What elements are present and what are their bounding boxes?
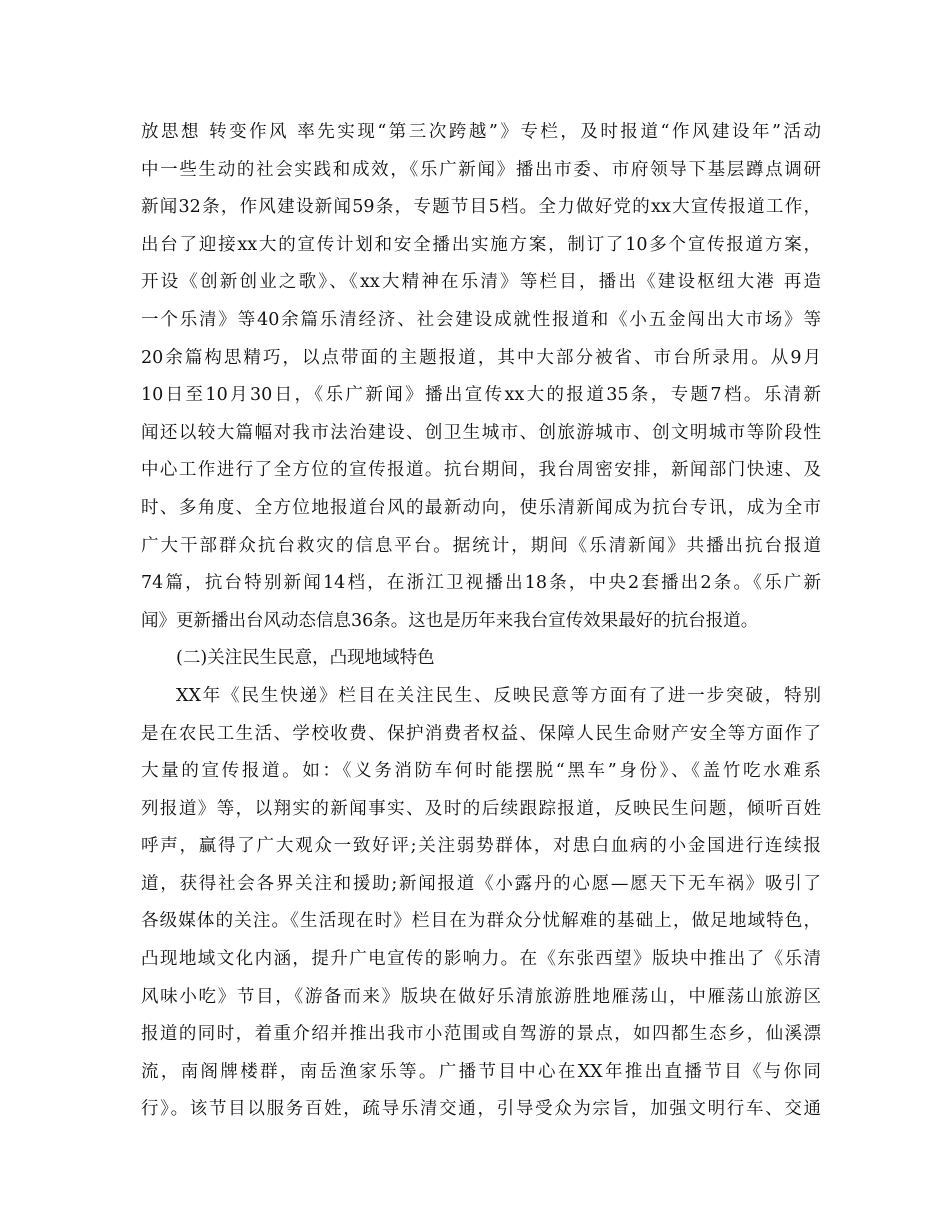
text-line: 中心工作进行了全方位的宣传报道。抗台期间，我台周密安排，新闻部门快速、及 <box>141 460 821 481</box>
section-heading: (二)关注民生民意，凸现地域特色 <box>176 648 435 669</box>
paragraph-livelihood <box>141 678 821 1129</box>
text-line: 风味小吃》节目，《游备而来》版块在做好乐清旅游胜地雁荡山，中雁荡山旅游区 <box>141 986 821 1007</box>
text-line: 出台了迎接xx大的宣传计划和安全播出实施方案，制订了10多个宣传报道方案， <box>141 234 821 255</box>
text-line: 74篇，抗台特别新闻14档，在浙江卫视播出18条，中央2套播出2条。《乐广新 <box>141 573 821 594</box>
text-line: 20余篇构思精巧，以点带面的主题报道，其中大部分被省、市台所录用。从9月 <box>141 347 821 368</box>
text-line: 报道的同时，着重介绍并推出我市小范围或自驾游的景点，如四都生态乡，仙溪漂 <box>141 1024 821 1045</box>
text-line: 时、多角度、全方位地报道台风的最新动向，使乐清新闻成为抗台专讯，成为全市 <box>141 497 821 518</box>
body-text <box>141 114 821 1129</box>
text-line: 放思想 转变作风 率先实现“第三次跨越”》专栏，及时报道“作风建设年”活动 <box>141 122 821 142</box>
text-line: 各级媒体的关注。《生活现在时》栏目在为群众分忧解难的基础上，做足地域特色， <box>141 911 821 932</box>
text-line: 闻》更新播出台风动态信息36条。这也是历年来我台宣传效果最好的抗台报道。 <box>141 610 759 631</box>
paragraph-coverage <box>141 114 821 640</box>
text-line: 闻还以较大篇幅对我市法治建设、创卫生城市、创旅游城市、创文明城市等阶段性 <box>141 422 821 443</box>
text-line: 凸现地域文化内涵，提升广电宣传的影响力。在《东张西望》版块中推出了《乐清 <box>141 949 821 970</box>
text-line: 大量的宣传报道。如：《义务消防车何时能摆脱“黑车”身份》、《盖竹吃水难系 <box>141 761 821 782</box>
text-line: 广大干部群众抗台救灾的信息平台。据统计，期间《乐清新闻》共播出抗台报道 <box>141 535 821 556</box>
text-line: 呼声，赢得了广大观众一致好评;关注弱势群体，对患白血病的小金国进行连续报 <box>141 836 821 857</box>
text-line: 列报道》等，以翔实的新闻事实、及时的后续跟踪报道，反映民生问题，倾听百姓 <box>141 798 821 819</box>
text-line: 道，获得社会各界关注和援助;新闻报道《小露丹的心愿—愿天下无车祸》吸引了 <box>141 873 821 894</box>
text-line: 是在农民工生活、学校收费、保护消费者权益、保障人民生命财产安全等方面作了 <box>141 723 821 744</box>
text-line: 新闻32条，作风建设新闻59条，专题节目5档。全力做好党的xx大宣传报道工作， <box>141 197 821 218</box>
text-line: 行》。该节目以服务百姓，疏导乐清交通，引导受众为宗旨，加强文明行车、交通 <box>141 1099 821 1120</box>
text-line: 中一些生动的社会实践和成效，《乐广新闻》播出市委、市府领导下基层蹲点调研 <box>141 159 821 180</box>
text-line: XX年《民生快递》栏目在关注民生、反映民意等方面有了进一步突破，特别 <box>176 685 821 706</box>
text-line: 开设《创新创业之歌》、《xx大精神在乐清》等栏目，播出《建设枢纽大港 再造 <box>141 272 821 293</box>
text-line: 一个乐清》等40余篇乐清经济、社会建设成就性报道和《小五金闯出大市场》等 <box>141 309 821 330</box>
text-line: 10日至10月30日，《乐广新闻》播出宣传xx大的报道35条，专题7档。乐清新 <box>141 385 821 406</box>
text-line: 流，南阁牌楼群，南岳渔家乐等。广播节目中心在XX年推出直播节目《与你同 <box>141 1061 821 1082</box>
